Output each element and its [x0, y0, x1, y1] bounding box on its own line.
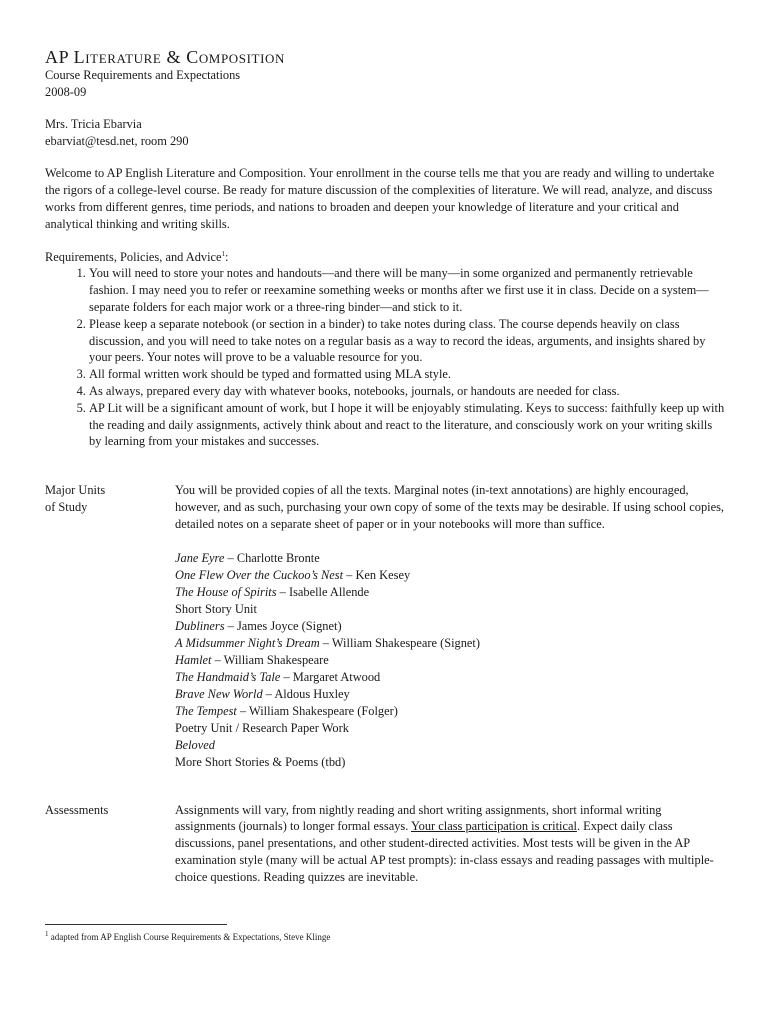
work-item: [175, 601, 725, 618]
work-author: – Aldous Huxley: [262, 686, 350, 701]
welcome-paragraph: Welcome to AP English Literature and Composition. Your enrollment in the course tells me that you are ready and willing to undertake the rigors of a college-level course. Be ready for mature discussion of the complexities of literature. We will read, analyze, and discuss works from different genres, time periods, and nations to broaden and deepen your knowledge of literature and your critical and analytical thinking and writing skills.: [45, 166, 715, 231]
assessments-label: Assessments: [45, 802, 109, 817]
work-author: – William Shakespeare: [211, 652, 329, 667]
work-item: [175, 720, 725, 737]
major-units-label-line2: of Study: [45, 499, 88, 514]
major-units-body: [175, 482, 725, 770]
requirement-item: 2. Please keep a separate notebook (or section in a binder) to take notes during class. The course depends heavily on class discussion, and you will need to take notes on a regular basis as a way to record the ideas, arguments, and insights shared by your peers. Your notes will prove to be a valuable resource for you.: [89, 316, 725, 366]
work-item: [175, 618, 725, 635]
work-title: The Handmaid’s Tale: [175, 669, 281, 684]
work-item: [175, 635, 725, 652]
major-units-label: [45, 482, 175, 770]
requirement-item: 1. You will need to store your notes and handouts—and there will be many—in some organized and permanently retrievable fashion. I may need you to refer or reexamine something weeks or months after we first use it in class. Decide on a system—separate folders for each major work or a three-ring binder—and stick to it.: [89, 265, 725, 315]
school-year: 2008-09: [45, 84, 87, 99]
footnote: [45, 931, 330, 943]
work-author: Poetry Unit / Research Paper Work: [175, 720, 349, 735]
requirements-heading-colon: :: [225, 249, 229, 264]
work-title: Dubliners: [175, 618, 225, 633]
teacher-name: Mrs. Tricia Ebarvia: [45, 117, 142, 132]
work-title: Hamlet: [175, 652, 212, 667]
work-title: One Flew Over the Cuckoo’s Nest: [175, 567, 344, 582]
work-author: – Charlotte Bronte: [224, 550, 320, 565]
assessments-underlined-text: Your class participation is critical: [410, 819, 577, 834]
work-item: [175, 737, 725, 754]
major-units-label-line1: Major Units: [45, 483, 106, 498]
document-title: AP Literature & Composition: [45, 47, 285, 67]
requirements-heading: [45, 249, 725, 266]
works-list: [175, 550, 725, 771]
work-title: Jane Eyre: [175, 550, 225, 565]
work-item: [175, 703, 725, 720]
work-item: [175, 754, 725, 771]
work-author: – James Joyce (Signet): [224, 618, 342, 633]
work-author: – William Shakespeare (Folger): [236, 703, 398, 718]
requirement-item: 3. All formal written work should be typed and formatted using MLA style.: [89, 366, 725, 383]
assessments-section: [45, 802, 725, 886]
work-item: [175, 652, 725, 669]
work-author: – William Shakespeare (Signet): [319, 635, 480, 650]
requirement-item: 5. AP Lit will be a significant amount of work, but I hope it will be enjoyably stimulating. Keys to success: faithfully keep up with the reading and daily assignments, actively think about and react to the literature, and consciously work on your writing skills by learning from your mistakes and successes.: [89, 400, 725, 450]
requirements-list: [45, 265, 725, 450]
work-author: – Margaret Atwood: [280, 669, 381, 684]
requirements-heading-text: Requirements, Policies, and Advice: [45, 249, 222, 264]
footnote-reference: 1: [221, 249, 226, 258]
footnote-mark: 1: [45, 930, 49, 938]
work-author: Short Story Unit: [175, 601, 257, 616]
work-title: Beloved: [175, 737, 215, 752]
work-title: The House of Spirits: [175, 584, 277, 599]
work-item: [175, 584, 725, 601]
major-units-intro: You will be provided copies of all the texts. Marginal notes (in-text annotations) are highly encouraged, however, and as such, purchasing your own copy of some of the texts may be desirable. If using school copies, detailed notes on a separate sheet of paper or in your notebooks will more than suffice.: [175, 483, 725, 531]
document-subtitle: Course Requirements and Expectations: [45, 68, 241, 82]
work-item: [175, 686, 725, 703]
work-item: [175, 567, 725, 584]
document-page: [45, 47, 725, 886]
work-title: A Midsummer Night’s Dream: [175, 635, 320, 650]
major-units-section: [45, 482, 725, 770]
assessments-body: [175, 802, 725, 886]
teacher-contact: ebarviat@tesd.net, room 290: [45, 133, 189, 148]
work-item: [175, 669, 725, 686]
work-author: More Short Stories & Poems (tbd): [175, 754, 346, 769]
requirement-item: 4. As always, prepared every day with whatever books, notebooks, journals, or handouts are needed for class.: [89, 383, 725, 400]
work-author: – Isabelle Allende: [276, 584, 370, 599]
footnote-divider: [45, 924, 227, 925]
work-title: Brave New World: [175, 686, 263, 701]
work-title: The Tempest: [175, 703, 237, 718]
assessments-text-after: . Expect daily class discussions, panel presentations, and other student-directed activities. Most tests will be given in the AP examination style (many will be actual AP test prompts): in-class essays and reading passages with multiple-choice questions. Reading quizzes are inevitable.: [175, 819, 714, 884]
work-author: – Ken Kesey: [343, 567, 411, 582]
assessments-text-before: Assignments will vary, from nightly reading and short writing assignments, short informal writing assignments (journals) to longer formal essays.: [175, 802, 662, 834]
footnote-text: adapted from AP English Course Requirements & Expectations, Steve Klinge: [48, 932, 331, 942]
work-item: [175, 550, 725, 567]
